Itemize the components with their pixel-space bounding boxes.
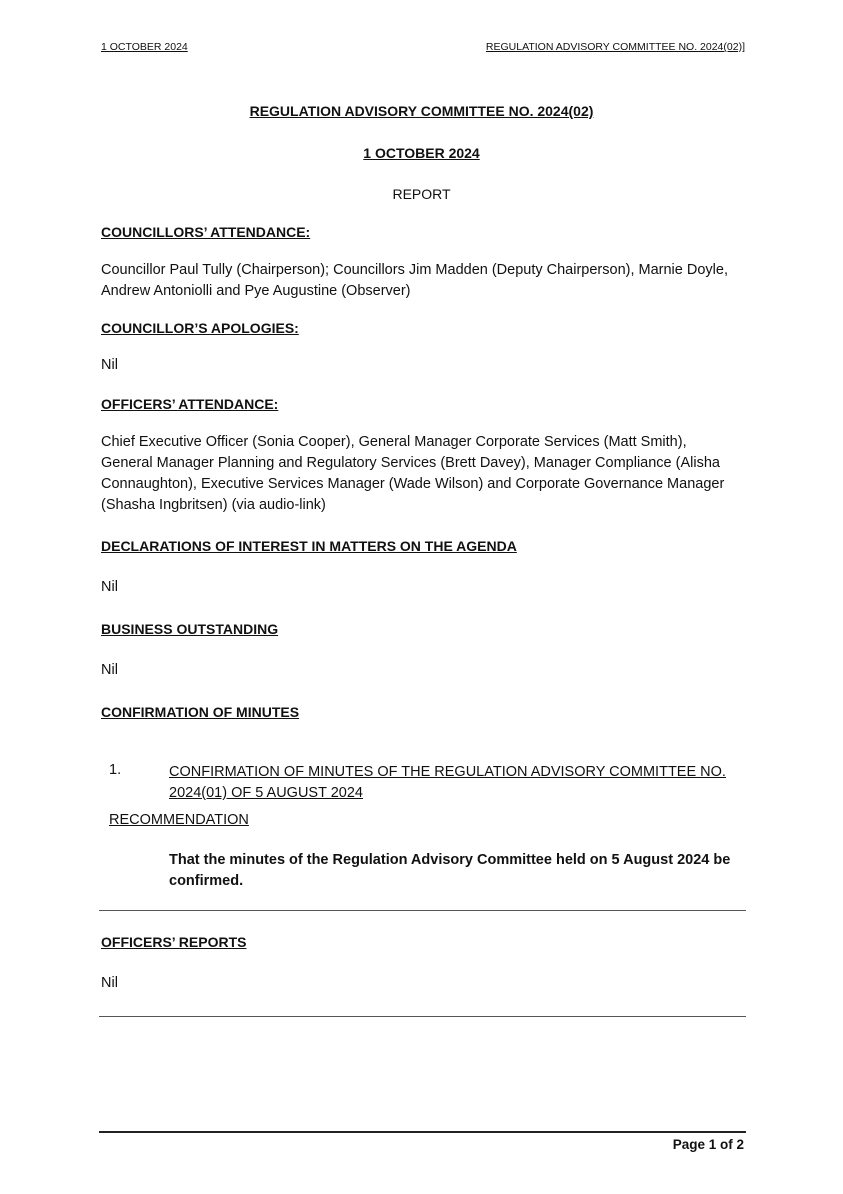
document-title: REGULATION ADVISORY COMMITTEE NO. 2024(02) <box>249 103 594 119</box>
business-outstanding-text: Nil <box>101 662 118 678</box>
document-date: 1 OCTOBER 2024 <box>363 145 480 161</box>
business-outstanding-heading: BUSINESS OUTSTANDING <box>101 621 279 637</box>
officers-attendance-heading: OFFICERS’ ATTENDANCE: <box>101 396 279 412</box>
agenda-item-title: CONFIRMATION OF MINUTES OF THE REGULATION ADVISORY COMMITTEE NO. 2024(01) OF 5 AUGUST 2024 <box>169 764 726 801</box>
councillors-apologies-text: Nil <box>101 357 118 373</box>
recommendation-text: That the minutes of the Regulation Advisory Committee held on 5 August 2024 be confirmed. <box>169 852 731 889</box>
councillors-attendance-text: Councillor Paul Tully (Chairperson); Councillors Jim Madden (Deputy Chairperson), Marnie Doyle, Andrew Antoniolli and Pye Augustine (Observer) <box>101 262 728 299</box>
agenda-item-number: 1. <box>109 762 122 778</box>
declarations-heading: DECLARATIONS OF INTEREST IN MATTERS ON THE AGENDA <box>101 538 517 554</box>
section-divider <box>99 910 746 911</box>
header-date: 1 OCTOBER 2024 <box>101 41 188 53</box>
declarations-text: Nil <box>101 579 118 595</box>
officers-reports-heading: OFFICERS’ REPORTS <box>101 934 247 950</box>
page-number: Page 1 of 2 <box>672 1137 744 1152</box>
officers-reports-text: Nil <box>101 975 118 991</box>
confirmation-of-minutes-heading: CONFIRMATION OF MINUTES <box>101 704 300 720</box>
councillors-apologies-heading: COUNCILLOR’S APOLOGIES: <box>101 320 299 336</box>
footer-rule <box>99 1131 746 1133</box>
header-reference: REGULATION ADVISORY COMMITTEE NO. 2024(02)] <box>485 41 745 53</box>
officers-attendance-text: Chief Executive Officer (Sonia Cooper), General Manager Corporate Services (Matt Smith), General Manager Planning and Regulatory Services (Brett Davey), Manager Compliance (Alisha Connaughton), Executive Services Manager (Wade Wilson) and Corporate Governance Manager (Shasha Ingbritsen) (via audio-link) <box>101 434 725 513</box>
recommendation-label: RECOMMENDATION <box>109 812 249 828</box>
councillors-attendance-heading: COUNCILLORS’ ATTENDANCE: <box>101 224 311 240</box>
document-type: REPORT <box>392 186 451 202</box>
running-header <box>101 41 745 53</box>
section-divider <box>99 1016 746 1017</box>
